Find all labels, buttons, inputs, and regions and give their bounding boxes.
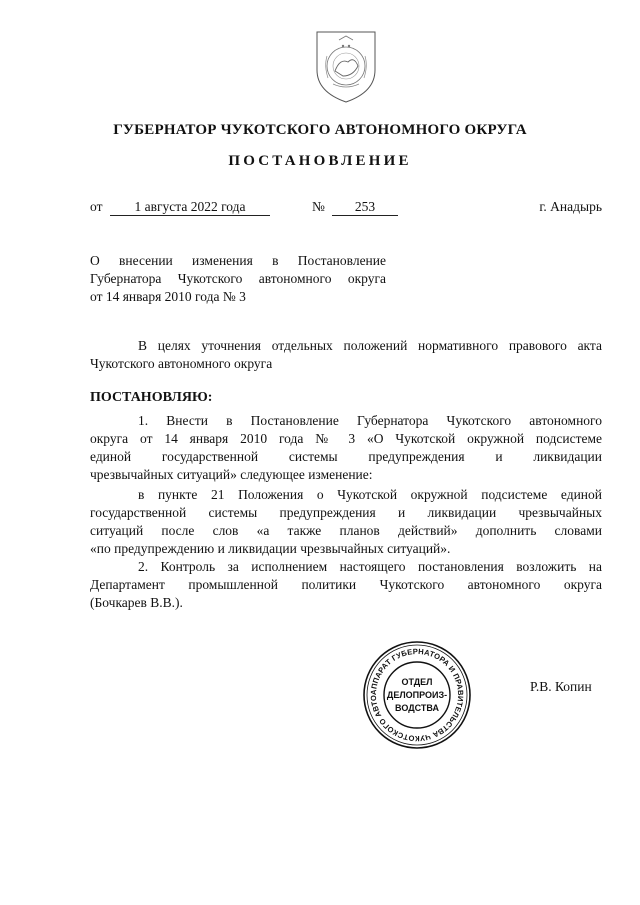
- item-line: в пункте 21 Положения о Чукотской окружной подсистеме единой: [138, 487, 602, 502]
- stamp-ring-text: АППАРАТ ГУБЕРНАТОРА И ПРАВИТЕЛЬСТВА ЧУКОТСКОГО АВТО: [368, 646, 466, 744]
- document-subject: [90, 252, 386, 306]
- subject-line: Губернатора Чукотского автономного округа: [90, 271, 386, 286]
- subject-line: от 14 января 2010 года № 3: [90, 289, 246, 304]
- stamp-inner-line: ОТДЕЛ: [401, 677, 433, 687]
- coat-of-arms-emblem: [313, 26, 379, 104]
- item-line: 2. Контроль за исполнением настоящего постановления возложить на: [138, 559, 602, 574]
- official-stamp: [362, 640, 472, 750]
- item-2: [90, 558, 602, 612]
- document-number: 253: [332, 199, 398, 216]
- item-line: 1. Внести в Постановление Губернатора Чукотского автономного: [138, 413, 602, 428]
- document-date: 1 августа 2022 года: [110, 199, 270, 216]
- preamble-line: Чукотского автономного округа: [90, 356, 273, 371]
- item-line: ситуаций после слов «а также планов действий» дополнить словами: [90, 523, 602, 538]
- issuing-authority: ГУБЕРНАТОР ЧУКОТСКОГО АВТОНОМНОГО ОКРУГА: [113, 122, 527, 138]
- item-line: (Бочкарев В.В.).: [90, 595, 183, 610]
- stamp-inner-line: ВОДСТВА: [395, 703, 439, 713]
- item-line: государственной системы предупреждения и ликвидации чрезвычайных: [90, 505, 602, 520]
- stamp-inner-line: ДЕЛОПРОИЗ-: [386, 690, 448, 700]
- decree-heading: ПОСТАНОВЛЯЮ:: [90, 390, 213, 405]
- item-line: округа от 14 января 2010 года № 3 «О Чукотской окружной подсистеме: [90, 431, 602, 446]
- subject-line: О внесении изменения в Постановление: [90, 253, 386, 268]
- preamble: [90, 337, 602, 373]
- document-place: г. Анадырь: [539, 199, 602, 214]
- date-prefix: от: [90, 199, 103, 214]
- preamble-line: В целях уточнения отдельных положений нормативного правового акта: [138, 338, 602, 353]
- item-line: «по предупреждению и ликвидации чрезвычайных ситуаций».: [90, 541, 451, 556]
- item-1: [90, 412, 602, 484]
- document-meta-line: [90, 199, 602, 219]
- item-line: единой государственной системы предупреждения и ликвидации: [90, 449, 602, 464]
- signatory-name: Р.В. Копин: [530, 679, 592, 694]
- number-prefix: №: [312, 199, 325, 214]
- item-line: Департамент промышленной политики Чукотского автономного округа: [90, 577, 602, 592]
- item-1-amendment: [90, 486, 602, 558]
- item-line: чрезвычайных ситуаций» следующее изменение:: [90, 467, 373, 482]
- document-type-title: ПОСТАНОВЛЕНИЕ: [228, 153, 412, 169]
